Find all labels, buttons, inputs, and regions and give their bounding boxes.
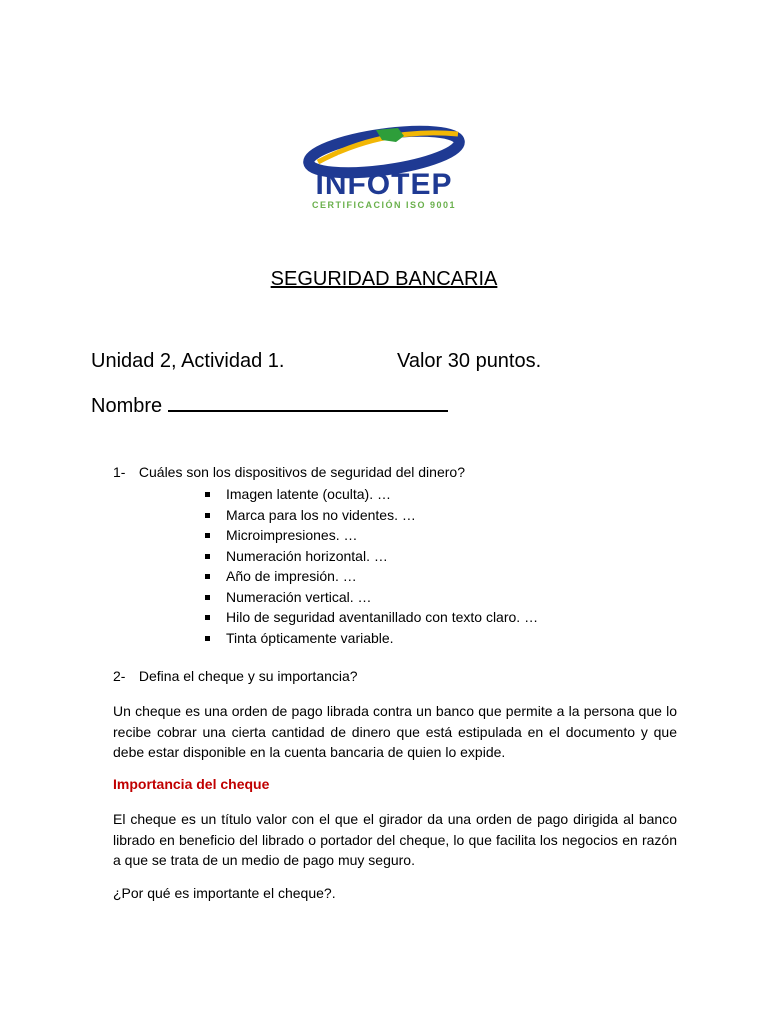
list-item: Numeración vertical. … bbox=[203, 587, 538, 608]
cheque-definition: Un cheque es una orden de pago librada contra un banco que permite a la persona que lo recibe cobrar una cierta cantidad de dinero que está estipulada en el documento y que debe estar disponible en la cuenta bancaria de quien lo expide. bbox=[113, 703, 677, 760]
question-1-number: 1- bbox=[113, 464, 126, 480]
list-item: Tinta ópticamente variable. bbox=[203, 628, 538, 649]
bullet-icon bbox=[205, 513, 210, 518]
list-item: Hilo de seguridad aventanillado con texto claro. … bbox=[203, 607, 538, 628]
bullet-icon bbox=[205, 533, 210, 538]
importance-heading: Importancia del cheque bbox=[113, 776, 270, 792]
value-label: Valor 30 puntos. bbox=[397, 350, 542, 372]
question-2 bbox=[113, 668, 358, 684]
name-label: Nombre bbox=[91, 395, 163, 417]
question-1-text: Cuáles son los dispositivos de seguridad del dinero? bbox=[138, 464, 465, 480]
bullet-icon bbox=[205, 595, 210, 600]
name-line bbox=[91, 391, 448, 418]
question-2-text: Defina el cheque y su importancia? bbox=[138, 668, 358, 684]
name-blank-line bbox=[168, 391, 448, 412]
list-item: Año de impresión. … bbox=[203, 566, 538, 587]
question-1 bbox=[113, 464, 465, 480]
infotep-logo-graphic bbox=[278, 122, 490, 214]
security-features-list bbox=[203, 484, 538, 648]
list-item: Numeración horizontal. … bbox=[203, 546, 538, 567]
infotep-logo bbox=[278, 122, 490, 214]
list-item: Marca para los no videntes. … bbox=[203, 505, 538, 526]
activity-label: Unidad 2, Actividad 1. bbox=[91, 350, 285, 372]
svg-text:CERTIFICACIÓN ISO 9001: CERTIFICACIÓN ISO 9001 bbox=[311, 200, 457, 210]
importance-text: El cheque es un título valor con el que el girador da una orden de pago dirigida al banco librado en beneficio del librado o portador del cheque, lo que facilita los negocios en razón a que se trata de un medio de pago muy seguro. bbox=[113, 811, 677, 868]
closing-question: ¿Por qué es importante el cheque?. bbox=[113, 885, 336, 901]
svg-text:INFOTEP: INFOTEP bbox=[315, 168, 453, 201]
list-item: Imagen latente (oculta). … bbox=[203, 484, 538, 505]
list-item: Microimpresiones. … bbox=[203, 525, 538, 546]
bullet-icon bbox=[205, 554, 210, 559]
bullet-icon bbox=[205, 574, 210, 579]
activity-line bbox=[91, 350, 542, 373]
bullet-icon bbox=[205, 636, 210, 641]
bullet-icon bbox=[205, 492, 210, 497]
bullet-icon bbox=[205, 615, 210, 620]
document-title: SEGURIDAD BANCARIA bbox=[270, 268, 498, 290]
question-2-number: 2- bbox=[113, 668, 126, 684]
